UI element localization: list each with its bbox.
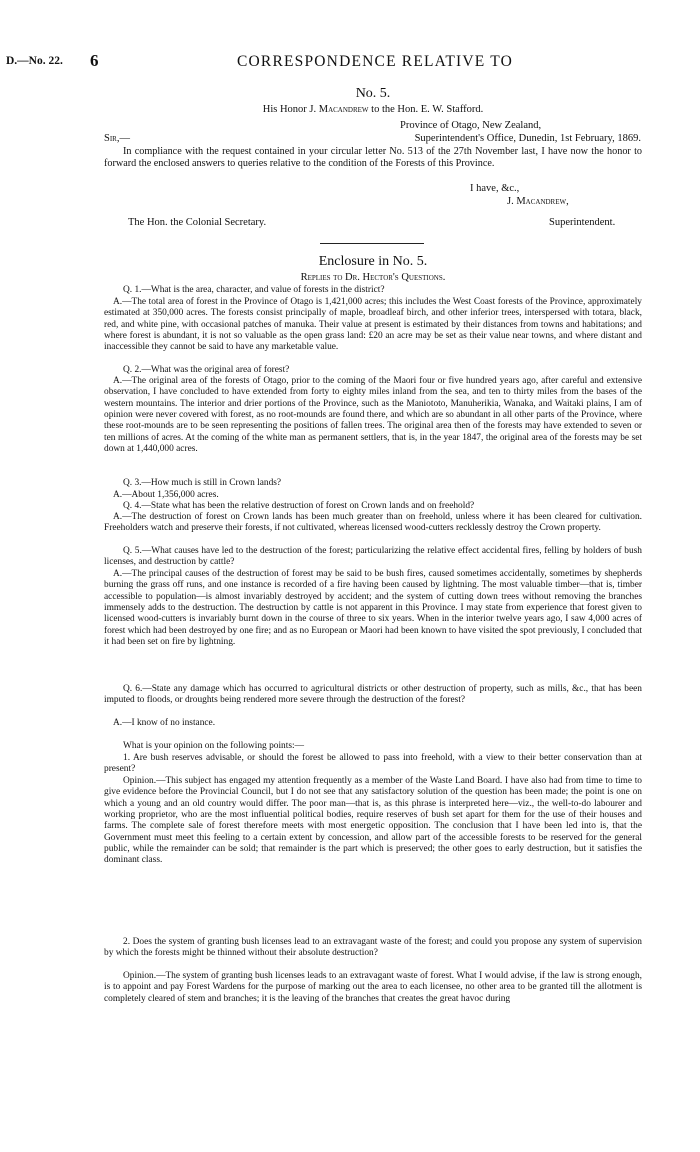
running-title: CORRESPONDENCE RELATIVE TO xyxy=(236,53,514,70)
opinion-intro: What is your opinion on the following points:— xyxy=(123,741,304,751)
point-2-opinion: Opinion.—The system of granting bush licenses leads to an extravagant waste of forest. What I would advise, if the law is strong enough, is to appoint and pay Forest Wardens for the purpose of marking out the area to each licensee, no other area to be granted till the allotment is completely cleared of stem and branches; it is the leaving of the branches that creates the great havoc during xyxy=(104,971,642,1004)
letter-from-to xyxy=(104,104,642,115)
answer-5: A.—The principal causes of the destruction of forest may be said to be bush fires, caused sometimes accidentally, sometimes by shepherds burning the grass off runs, and one instance is recorded of a fire having been caused by lightning. The most valuable timber—that is, timber accessible to population—is almost invariably destroyed by accident; and the system of cutting down trees without removing the branches immensely adds to the destruction. The destruction by cattle is not apparent in this Province. I may state from experience that forest given to licensed wood-cutters is invariably burnt down in the course of three to six years. When in the interior twelve years ago, I saw 4,000 acres of forest which had been destroyed by one fire; and as no European or Maori had been known to have visited the spot previously, I concluded that it had been set on fire by lightning. xyxy=(104,569,642,648)
question-1: Q. 1.—What is the area, character, and value of forests in the district? xyxy=(123,285,385,295)
letter-body: In compliance with the request contained in your circular letter No. 513 of the 27th November last, I have now the honor to forward the enclosed answers to queries relative to the condition of the Forests of this Province. xyxy=(104,146,642,170)
question-5: Q. 5.—What causes have led to the destruction of the forest; particularizing the relative effect accidental fires, felling by holders of bush licenses, and destruction by cattle? xyxy=(104,546,642,568)
enclosure-title: Enclosure in No. 5. xyxy=(318,254,428,269)
signature-title: Superintendent. xyxy=(549,217,616,228)
from-to-suffix: to the Hon. E. W. Stafford. xyxy=(368,104,484,115)
answer-4: A.—The destruction of forest on Crown lands has been much greater than on freehold, unless where it has been cleared for cultivation. Freeholders watch and preserve their forests, if not cultivated, whereas licensed wood-cutters recklessly destroy the Crown property. xyxy=(104,512,642,534)
doc-reference: D.—No. 22. xyxy=(6,55,63,67)
question-3: Q. 3.—How much is still in Crown lands? xyxy=(123,478,282,488)
answer-1: A.—The total area of forest in the Province of Otago is 1,421,000 acres; this includes the West Coast forests of the Province, approximately estimated at 350,000 acres. The forests consist principally of maple, broadleaf birch, and other inferior trees, interspersed with totara, black, red, and white pine, with occasional patches of manuka. Their value at present is estimated by their distances from towns and habitations; and where forest is abundant, it is not so valuable as the open grass land: £20 an acre may be set as their value near towns, and where distant and inaccessible they cannot be said to have any marketable value. xyxy=(104,297,642,353)
addressee: The Hon. the Colonial Secretary. xyxy=(128,217,267,228)
letter-closing: I have, &c., xyxy=(470,183,520,194)
page-number: 6 xyxy=(90,51,99,70)
from-to-name: J. Macandrew xyxy=(309,104,369,115)
question-4: Q. 4.—State what has been the relative destruction of forest on Crown lands and on freehold? xyxy=(123,501,475,511)
point-1-question: 1. Are bush reserves advisable, or should the forest be allowed to pass into freehold, with a view to their better conservation than at present? xyxy=(104,753,642,775)
question-2: Q. 2.—What was the original area of forest? xyxy=(123,365,290,375)
enclosure-subtitle: Replies to Dr. Hector's Questions. xyxy=(300,272,446,283)
signature: J. Macandrew, xyxy=(507,196,569,207)
question-6: Q. 6.—State any damage which has occurred to agricultural districts or other destruction of property, such as mills, &c., that has been imputed to floods, or droughts being rendered more severe through the destruction of the forest? xyxy=(104,684,642,706)
letter-number: No. 5. xyxy=(355,86,391,101)
from-to-prefix: His Honor xyxy=(262,104,310,115)
point-2-question: 2. Does the system of granting bush licenses lead to an extravagant waste of the forest; and could you propose any system of supervision by which the forests might be thinned without their absolute destruction? xyxy=(104,937,642,959)
divider-rule xyxy=(320,243,424,244)
point-1-opinion: Opinion.—This subject has engaged my attention frequently as a member of the Waste Land Board. I have also had from time to time to give evidence before the Provincial Council, but I do not see that any satisfactory solution of the question has been made; the point is one on which a young and an old country would differ. The poor man—that is, as this phrase is interpreted here—viz., the well-to-do labourer and working proprietor, who are the most influential political bodies, require reserves of bush set apart for them for the use of their houses and farms. The complete sale of forest therefore meets with most energetic opposition. The conclusion that I have been led into is, that the Government must meet this feeling to a certain extent by concession, and allow part of the accessible forests to be reserved for the general public, while the remainder can be sold; that remainder is the part which is preserved; the other goes to early destruction, but it satisfies the dominant class. xyxy=(104,776,642,866)
address-line-1: Province of Otago, New Zealand, xyxy=(400,120,542,131)
salutation: Sir,— xyxy=(104,133,130,144)
answer-2: A.—The original area of the forests of Otago, prior to the coming of the Maori four or five hundred years ago, after careful and extensive observation, I have concluded to have extended from forty to eighty miles inland from the sea, and ten to thirty miles from the bases of the western mountains. The interior and drier portions of the Province, such as the Maniototo, Manuherikia, Wanaka, and Waitaki plains, I am of opinion were never covered with forest, as no root-mounds are found there, and which are so abundant in all other parts of the Province, where these root-mounds are to be seen representing the positions of fallen trees. The original area then of the forests may have extended to seven or ten millions of acres. At the coming of the white man as permanent settlers, that is, in the year 1847, the original area of the forests may be set down at 1,440,000 acres. xyxy=(104,376,642,455)
answer-6: A.—I know of no instance. xyxy=(113,718,216,728)
answer-3: A.—About 1,356,000 acres. xyxy=(113,490,219,500)
address-line-2: Superintendent's Office, Dunedin, 1st February, 1869. xyxy=(414,133,641,144)
